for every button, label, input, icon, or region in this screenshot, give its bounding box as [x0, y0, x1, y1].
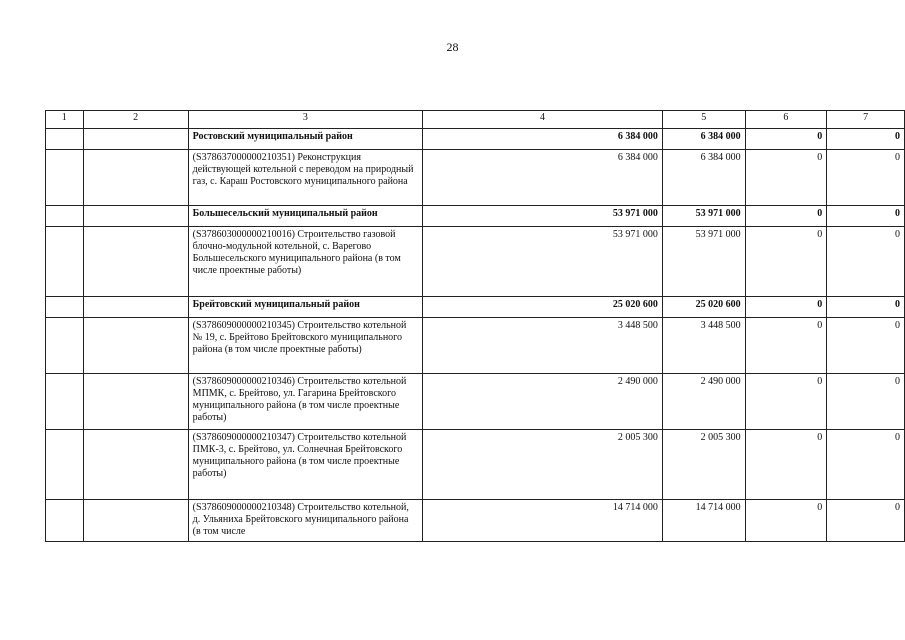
- column-number-cell: 4: [423, 111, 663, 129]
- row-description: (S378609000000210346) Строительство котельной МПМК, с. Брейтово, ул. Гагарина Брейтовского муниципального района (в том числе проектные работы): [188, 374, 423, 430]
- row-amount-col6: 0: [745, 297, 827, 318]
- row-cell-col1: [46, 150, 84, 206]
- row-cell-col1: [46, 227, 84, 297]
- row-description: (S378609000000210345) Строительство котельной № 19, с. Брейтово Брейтовского муниципального района (в том числе проектные работы): [188, 318, 423, 374]
- column-number-cell: 5: [662, 111, 745, 129]
- row-cell-col1: [46, 500, 84, 542]
- row-amount-col5: 25 020 600: [662, 297, 745, 318]
- row-cell-col1: [46, 318, 84, 374]
- row-cell-col2: [83, 129, 188, 150]
- row-cell-col1: [46, 206, 84, 227]
- item-row: [46, 430, 905, 500]
- row-amount-col4: 53 971 000: [423, 206, 663, 227]
- row-amount-col7: 0: [827, 297, 905, 318]
- row-description: (S378609000000210347) Строительство котельной ПМК-3, с. Брейтово, ул. Солнечная Брейтовского муниципального района (в том числе проектные работы): [188, 430, 423, 500]
- row-amount-col4: 14 714 000: [423, 500, 663, 542]
- row-amount-col5: 2 005 300: [662, 430, 745, 500]
- row-description: (S378609000000210348) Строительство котельной, д. Ульяниха Брейтовского муниципального района (в том числе: [188, 500, 423, 542]
- row-description: Большесельский муниципальный район: [188, 206, 423, 227]
- column-number-cell: 6: [745, 111, 827, 129]
- row-amount-col4: 2 490 000: [423, 374, 663, 430]
- row-amount-col7: 0: [827, 129, 905, 150]
- row-amount-col5: 53 971 000: [662, 227, 745, 297]
- page-number: 28: [446, 40, 459, 54]
- item-row: [46, 500, 905, 542]
- row-cell-col1: [46, 430, 84, 500]
- row-cell-col2: [83, 500, 188, 542]
- row-amount-col4: 53 971 000: [423, 227, 663, 297]
- row-cell-col1: [46, 129, 84, 150]
- row-cell-col2: [83, 150, 188, 206]
- column-number-cell: 2: [83, 111, 188, 129]
- row-description: (S378637000000210351) Реконструкция действующей котельной с переводом на природный газ, с. Караш Ростовского муниципального района: [188, 150, 423, 206]
- row-amount-col6: 0: [745, 129, 827, 150]
- row-cell-col2: [83, 374, 188, 430]
- row-cell-col2: [83, 430, 188, 500]
- row-description: Брейтовский муниципальный район: [188, 297, 423, 318]
- column-number-row: [46, 111, 905, 129]
- row-amount-col5: 3 448 500: [662, 318, 745, 374]
- row-amount-col6: 0: [745, 430, 827, 500]
- row-amount-col6: 0: [745, 206, 827, 227]
- row-amount-col5: 14 714 000: [662, 500, 745, 542]
- item-row: [46, 150, 905, 206]
- row-amount-col7: 0: [827, 318, 905, 374]
- column-number-cell: 3: [188, 111, 423, 129]
- row-amount-col6: 0: [745, 150, 827, 206]
- row-amount-col4: 3 448 500: [423, 318, 663, 374]
- row-amount-col7: 0: [827, 206, 905, 227]
- item-row: [46, 318, 905, 374]
- column-number-cell: 7: [827, 111, 905, 129]
- row-amount-col7: 0: [827, 374, 905, 430]
- row-amount-col6: 0: [745, 500, 827, 542]
- row-cell-col2: [83, 318, 188, 374]
- row-amount-col5: 6 384 000: [662, 150, 745, 206]
- row-amount-col7: 0: [827, 430, 905, 500]
- row-amount-col5: 6 384 000: [662, 129, 745, 150]
- row-description: (S378603000000210016) Строительство газовой блочно-модульной котельной, с. Варегово Большесельского муниципального района (в том числе проектные работы): [188, 227, 423, 297]
- item-row: [46, 374, 905, 430]
- row-amount-col6: 0: [745, 227, 827, 297]
- row-amount-col7: 0: [827, 227, 905, 297]
- row-amount-col5: 2 490 000: [662, 374, 745, 430]
- row-amount-col4: 2 005 300: [423, 430, 663, 500]
- row-amount-col6: 0: [745, 318, 827, 374]
- district-row: [46, 297, 905, 318]
- row-amount-col7: 0: [827, 150, 905, 206]
- column-number-cell: 1: [46, 111, 84, 129]
- district-row: [46, 206, 905, 227]
- item-row: [46, 227, 905, 297]
- row-cell-col2: [83, 206, 188, 227]
- row-amount-col5: 53 971 000: [662, 206, 745, 227]
- row-amount-col4: 25 020 600: [423, 297, 663, 318]
- row-description: Ростовский муниципальный район: [188, 129, 423, 150]
- row-cell-col2: [83, 297, 188, 318]
- row-amount-col4: 6 384 000: [423, 129, 663, 150]
- row-amount-col6: 0: [745, 374, 827, 430]
- row-cell-col1: [46, 374, 84, 430]
- district-row: [46, 129, 905, 150]
- budget-table: [45, 110, 905, 542]
- row-amount-col4: 6 384 000: [423, 150, 663, 206]
- row-cell-col1: [46, 297, 84, 318]
- row-amount-col7: 0: [827, 500, 905, 542]
- row-cell-col2: [83, 227, 188, 297]
